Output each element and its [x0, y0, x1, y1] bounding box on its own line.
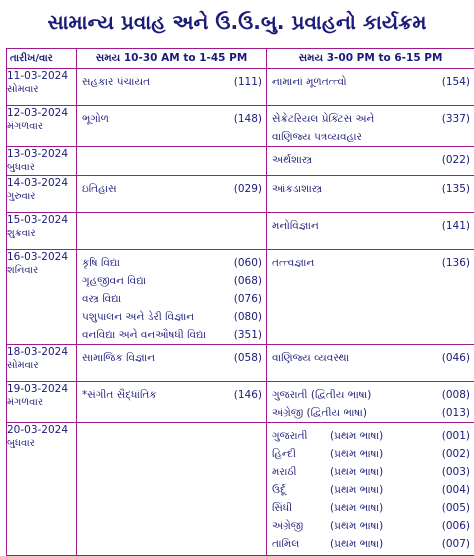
- language-subject-entry: [267, 463, 474, 481]
- subject-name: સેક્રેટરિયલ પ્રેક્ટિસ અને: [272, 110, 374, 128]
- language-name: ઉર્દૂ: [272, 481, 330, 499]
- language-name: મરાઠી: [272, 463, 330, 481]
- afternoon-subjects-cell: [267, 382, 474, 423]
- morning-subjects-cell: [77, 147, 267, 176]
- date-cell: [7, 106, 77, 147]
- date-cell: [7, 213, 77, 250]
- afternoon-subjects-cell: [267, 106, 474, 147]
- morning-subjects-cell: [77, 345, 267, 382]
- language-name: અંગ્રેજી: [272, 517, 330, 535]
- subject-entry: [77, 180, 266, 198]
- language-subject-entry: [267, 481, 474, 499]
- exam-weekday: મંગળવાર: [7, 120, 76, 134]
- subject-name: કૃષિ વિદ્યા: [82, 254, 120, 272]
- subject-name: વસ્ત્ર વિદ્યા: [82, 290, 121, 308]
- subject-code: (111): [234, 73, 262, 91]
- subject-entry: [267, 386, 474, 404]
- exam-date: 11-03-2024: [7, 69, 76, 83]
- language-subject-entry: [267, 517, 474, 535]
- morning-column-header: સમય 10-30 AM to 1-45 PM: [77, 49, 267, 69]
- subject-code: (006): [442, 517, 470, 535]
- schedule-row: [7, 176, 474, 213]
- language-subject-entry: [267, 499, 474, 517]
- exam-weekday: સોમવાર: [7, 359, 76, 373]
- subject-name: [272, 535, 383, 553]
- subject-name: આંકડાશાસ્ત્ર: [272, 180, 322, 198]
- subject-name: [272, 499, 383, 517]
- subject-code: (141): [442, 217, 470, 235]
- subject-name: વનવિદ્યા અને વનઔષધી વિદ્યા: [82, 326, 206, 344]
- schedule-row: [7, 250, 474, 345]
- schedule-row: [7, 213, 474, 250]
- subject-name: [272, 445, 383, 463]
- afternoon-subjects-cell: [267, 176, 474, 213]
- afternoon-subjects-cell: [267, 423, 474, 556]
- subject-code: (351): [234, 326, 262, 344]
- subject-name: વાણિજ્ય પત્રવ્યવહાર: [272, 128, 362, 146]
- subject-code: (004): [442, 481, 470, 499]
- subject-entry: [77, 272, 266, 290]
- subject-name: સહકાર પંચાયત: [82, 73, 150, 91]
- subject-entry: [77, 386, 266, 404]
- subject-code: (007): [442, 535, 470, 553]
- subject-entry: [77, 326, 266, 344]
- date-cell: [7, 176, 77, 213]
- exam-weekday: શુક્રવાર: [7, 227, 76, 241]
- language-name: સિંધી: [272, 499, 330, 517]
- language-name: ગુજરાતી: [272, 427, 330, 445]
- language-type: (પ્રથમ ભાષા): [330, 499, 383, 517]
- exam-weekday: ગુરુવાર: [7, 190, 76, 204]
- language-type: (પ્રથમ ભાષા): [330, 481, 383, 499]
- schedule-body: [7, 69, 474, 556]
- exam-weekday: બુધવાર: [7, 437, 76, 451]
- subject-code: (013): [442, 404, 470, 422]
- subject-entry: [267, 254, 474, 272]
- subject-name: નામાનાં મૂળતત્ત્વો: [272, 73, 347, 91]
- subject-code: (060): [234, 254, 262, 272]
- schedule-row: [7, 382, 474, 423]
- subject-code: (080): [234, 308, 262, 326]
- schedule-row: [7, 106, 474, 147]
- schedule-row: [7, 423, 474, 556]
- schedule-row: [7, 147, 474, 176]
- afternoon-subjects-cell: [267, 250, 474, 345]
- subject-name: [272, 517, 383, 535]
- header-row: [7, 49, 474, 69]
- morning-subjects-cell: [77, 382, 267, 423]
- language-type: (પ્રથમ ભાષા): [330, 427, 383, 445]
- afternoon-column-header: સમય 3-00 PM to 6-15 PM: [267, 49, 474, 69]
- date-cell: [7, 382, 77, 423]
- subject-name: ગૃહજીવન વિદ્યા: [82, 272, 146, 290]
- date-cell: [7, 345, 77, 382]
- subject-name: વાણિજ્ય વ્યવસ્થા: [272, 349, 349, 367]
- subject-name: અર્થશાસ્ત્ર: [272, 151, 312, 169]
- schedule-table: [6, 48, 474, 556]
- morning-subjects-cell: [77, 213, 267, 250]
- exam-date: 18-03-2024: [7, 345, 76, 359]
- subject-entry: [267, 404, 474, 422]
- exam-date: 15-03-2024: [7, 213, 76, 227]
- subject-entry: [267, 73, 474, 91]
- subject-entry: [267, 180, 474, 198]
- subject-code: (008): [442, 386, 470, 404]
- subject-entry: [267, 151, 474, 169]
- subject-code: (154): [442, 73, 470, 91]
- subject-entry: [267, 128, 474, 146]
- subject-name: [272, 463, 383, 481]
- exam-date: 13-03-2024: [7, 147, 76, 161]
- morning-subjects-cell: [77, 106, 267, 147]
- date-column-header: તારીખ/વાર: [7, 49, 77, 69]
- date-cell: [7, 250, 77, 345]
- subject-name: સામાજિક વિજ્ઞાન: [82, 349, 155, 367]
- subject-code: (058): [234, 349, 262, 367]
- language-type: (પ્રથમ ભાષા): [330, 517, 383, 535]
- morning-subjects-cell: [77, 250, 267, 345]
- page-title: સામાન્ય પ્રવાહ અને ઉ.ઉ.બુ. પ્રવાહનો કાર્યક્રમ: [0, 0, 474, 44]
- exam-weekday: સોમવાર: [7, 83, 76, 97]
- subject-entry: [77, 73, 266, 91]
- exam-date: 12-03-2024: [7, 106, 76, 120]
- exam-weekday: બુધવાર: [7, 161, 76, 175]
- subject-code: (146): [234, 386, 262, 404]
- date-cell: [7, 423, 77, 556]
- language-type: (પ્રથમ ભાષા): [330, 463, 383, 481]
- subject-name: પશુપાલન અને ડેરી વિજ્ઞાન: [82, 308, 194, 326]
- exam-date: 19-03-2024: [7, 382, 76, 396]
- subject-entry: [77, 254, 266, 272]
- subject-name: તત્ત્વજ્ઞાન: [272, 254, 314, 272]
- subject-code: (076): [234, 290, 262, 308]
- language-subject-entry: [267, 535, 474, 553]
- subject-code: (135): [442, 180, 470, 198]
- subject-name: [272, 481, 383, 499]
- date-cell: [7, 147, 77, 176]
- exam-date: 14-03-2024: [7, 176, 76, 190]
- exam-weekday: શનિવાર: [7, 264, 76, 278]
- subject-entry: [77, 290, 266, 308]
- subject-name: મનોવિજ્ઞાન: [272, 217, 319, 235]
- morning-subjects-cell: [77, 423, 267, 556]
- afternoon-subjects-cell: [267, 69, 474, 106]
- subject-code: (046): [442, 349, 470, 367]
- afternoon-subjects-cell: [267, 345, 474, 382]
- subject-code: (337): [442, 110, 470, 128]
- subject-entry: [267, 217, 474, 235]
- subject-entry: [267, 349, 474, 367]
- subject-name: ભૂગોળ: [82, 110, 109, 128]
- subject-code: (002): [442, 445, 470, 463]
- language-subject-entry: [267, 445, 474, 463]
- morning-subjects-cell: [77, 176, 267, 213]
- subject-code: (003): [442, 463, 470, 481]
- subject-entry: [77, 349, 266, 367]
- language-type: (પ્રથમ ભાષા): [330, 535, 383, 553]
- exam-date: 20-03-2024: [7, 423, 76, 437]
- exam-weekday: મંગળવાર: [7, 396, 76, 410]
- subject-code: (022): [442, 151, 470, 169]
- subject-entry: [77, 110, 266, 128]
- subject-code: (001): [442, 427, 470, 445]
- subject-name: ગુજરાતી (દ્વિતીય ભાષા): [272, 386, 371, 404]
- subject-code: (068): [234, 272, 262, 290]
- subject-name: *સંગીત સૈદ્ધાંતિક: [82, 386, 157, 404]
- subject-code: (148): [234, 110, 262, 128]
- subject-name: ઇતિહાસ: [82, 180, 117, 198]
- language-subject-entry: [267, 427, 474, 445]
- subject-code: (005): [442, 499, 470, 517]
- subject-code: (136): [442, 254, 470, 272]
- language-name: તામિલ: [272, 535, 330, 553]
- afternoon-subjects-cell: [267, 213, 474, 250]
- subject-code: (029): [234, 180, 262, 198]
- subject-entry: [77, 308, 266, 326]
- subject-name: અંગ્રેજી (દ્વિતીય ભાષા): [272, 404, 367, 422]
- morning-subjects-cell: [77, 69, 267, 106]
- subject-name: [272, 427, 383, 445]
- subject-entry: [267, 110, 474, 128]
- language-name: હિન્દી: [272, 445, 330, 463]
- afternoon-subjects-cell: [267, 147, 474, 176]
- exam-date: 16-03-2024: [7, 250, 76, 264]
- date-cell: [7, 69, 77, 106]
- language-type: (પ્રથમ ભાષા): [330, 445, 383, 463]
- schedule-row: [7, 345, 474, 382]
- schedule-row: [7, 69, 474, 106]
